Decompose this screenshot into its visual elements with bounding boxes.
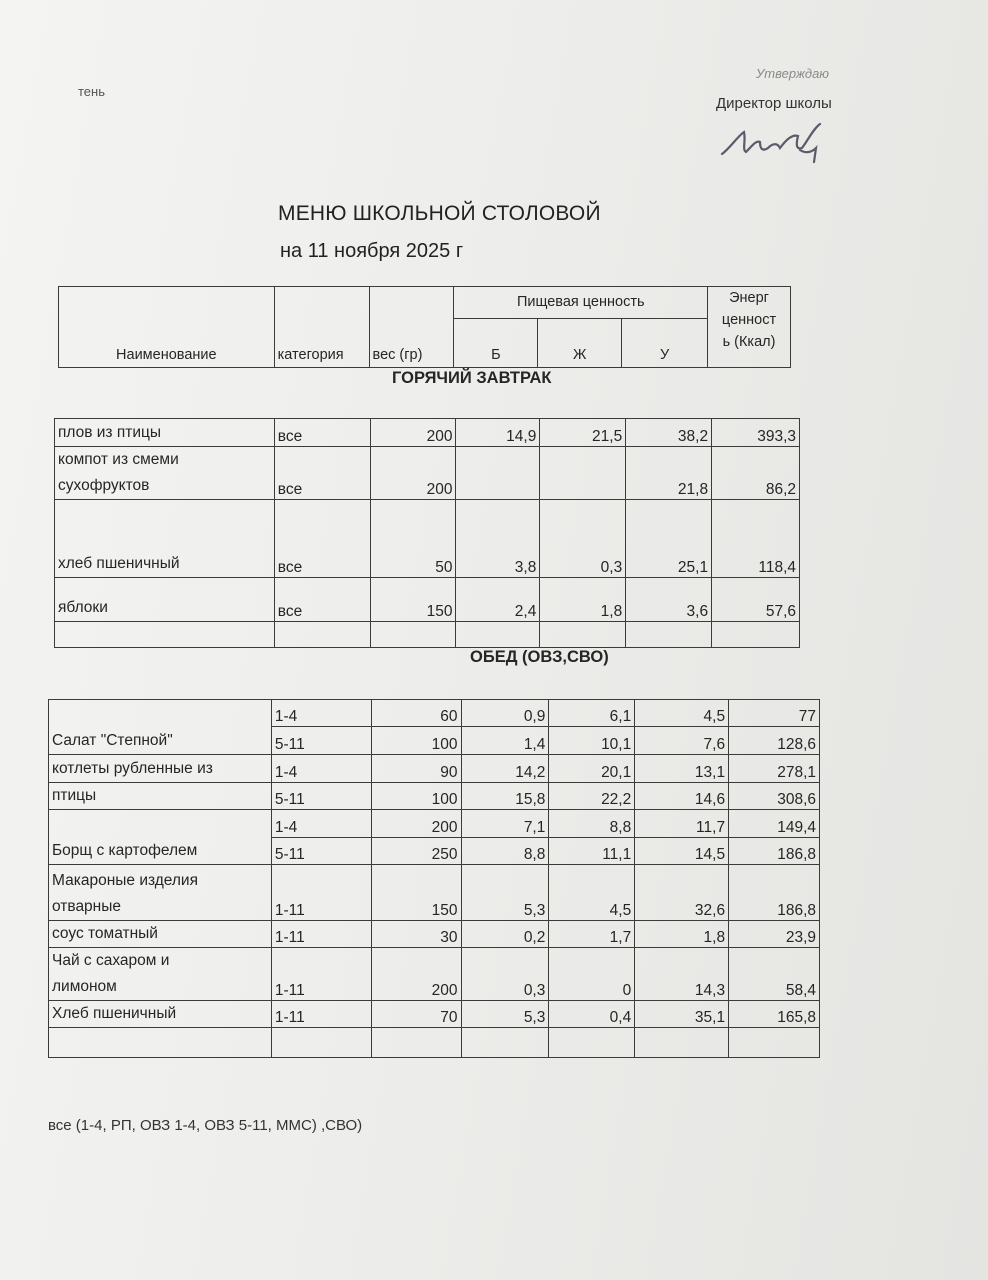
dish-weight: 150 xyxy=(371,865,461,921)
dish-category: 1-11 xyxy=(271,1001,371,1028)
dish-weight: 90 xyxy=(371,755,461,783)
dish-name: котлеты рубленные из xyxy=(49,755,272,783)
table-row xyxy=(55,447,800,500)
dish-fat: 11,1 xyxy=(549,838,635,865)
empty-row xyxy=(55,622,800,648)
dish-category: все xyxy=(274,500,370,578)
dish-fat: 1,8 xyxy=(540,578,626,622)
dish-weight: 200 xyxy=(370,419,456,447)
dish-carbs: 32,6 xyxy=(635,865,729,921)
dish-kcal: 186,8 xyxy=(729,838,820,865)
dish-carbs: 14,5 xyxy=(635,838,729,865)
dish-carbs: 4,5 xyxy=(635,700,729,727)
dish-weight: 50 xyxy=(370,500,456,578)
dish-carbs: 3,6 xyxy=(626,578,712,622)
dish-kcal: 278,1 xyxy=(729,755,820,783)
dish-name-line-2: сухофруктов xyxy=(58,477,150,494)
dish-name xyxy=(49,948,272,1001)
dish-kcal: 57,6 xyxy=(712,578,800,622)
dish-kcal: 393,3 xyxy=(712,419,800,447)
director-label: Директор школы xyxy=(716,95,832,112)
dish-weight: 100 xyxy=(371,783,461,810)
dish-name: соус томатный xyxy=(49,921,272,948)
dish-category: все xyxy=(274,419,370,447)
dish-carbs: 11,7 xyxy=(635,810,729,838)
dish-category: 1-4 xyxy=(271,755,371,783)
dish-fat: 22,2 xyxy=(549,783,635,810)
dish-protein: 2,4 xyxy=(456,578,540,622)
dish-protein: 8,8 xyxy=(461,838,549,865)
dish-category: 1-11 xyxy=(271,865,371,921)
dish-carbs: 21,8 xyxy=(626,447,712,500)
dish-protein: 3,8 xyxy=(456,500,540,578)
table-row xyxy=(55,500,800,578)
dish-protein: 0,2 xyxy=(461,921,549,948)
table-row xyxy=(49,700,820,727)
dish-fat: 10,1 xyxy=(549,727,635,755)
dish-name: Борщ с картофелем xyxy=(49,810,272,865)
page-title: МЕНЮ ШКОЛЬНОЙ СТОЛОВОЙ xyxy=(278,202,601,225)
dish-kcal: 149,4 xyxy=(729,810,820,838)
dish-fat: 4,5 xyxy=(549,865,635,921)
approval-stamp-text: Утверждаю xyxy=(756,66,830,81)
dish-carbs: 25,1 xyxy=(626,500,712,578)
dish-carbs: 38,2 xyxy=(626,419,712,447)
dish-protein: 14,2 xyxy=(461,755,549,783)
energy-label-line-1: Энерг xyxy=(729,290,769,306)
dish-kcal: 86,2 xyxy=(712,447,800,500)
dish-carbs: 14,6 xyxy=(635,783,729,810)
dish-fat: 6,1 xyxy=(549,700,635,727)
dish-fat: 8,8 xyxy=(549,810,635,838)
empty-row xyxy=(49,1028,820,1058)
dish-category: 1-11 xyxy=(271,948,371,1001)
dish-carbs: 7,6 xyxy=(635,727,729,755)
energy-label-line-2: ценност xyxy=(721,312,777,328)
table-row xyxy=(49,948,820,1001)
dish-category: 1-11 xyxy=(271,921,371,948)
dish-protein: 5,3 xyxy=(461,1001,549,1028)
dish-kcal: 308,6 xyxy=(729,783,820,810)
dish-name xyxy=(55,447,275,500)
dish-fat xyxy=(540,447,626,500)
dish-protein: 7,1 xyxy=(461,810,549,838)
dish-protein: 0,3 xyxy=(461,948,549,1001)
column-zh: Ж xyxy=(538,318,622,367)
corner-text: тень xyxy=(78,84,105,99)
column-u: У xyxy=(622,318,708,367)
column-category: категория xyxy=(274,287,369,368)
column-energy xyxy=(708,287,791,368)
energy-label-line-3: ь (Ккал) xyxy=(722,334,776,350)
dish-weight: 200 xyxy=(370,447,456,500)
dish-fat: 21,5 xyxy=(540,419,626,447)
section-lunch-title: ОБЕД (ОВЗ,СВО) xyxy=(470,648,609,666)
column-weight: вес (гр) xyxy=(369,287,454,368)
dish-weight: 30 xyxy=(371,921,461,948)
dish-fat: 20,1 xyxy=(549,755,635,783)
dish-protein xyxy=(456,447,540,500)
dish-category: все xyxy=(274,578,370,622)
lunch-table xyxy=(48,699,820,1058)
dish-carbs: 1,8 xyxy=(635,921,729,948)
dish-fat: 0,3 xyxy=(540,500,626,578)
dish-carbs: 14,3 xyxy=(635,948,729,1001)
dish-protein: 14,9 xyxy=(456,419,540,447)
dish-category: 1-4 xyxy=(271,700,371,727)
dish-name: хлеб пшеничный xyxy=(55,500,275,578)
dish-protein: 15,8 xyxy=(461,783,549,810)
header-table xyxy=(58,286,791,368)
dish-category: 5-11 xyxy=(271,727,371,755)
dish-name-line-2: отварные xyxy=(52,898,122,915)
dish-category: 5-11 xyxy=(271,783,371,810)
dish-kcal: 58,4 xyxy=(729,948,820,1001)
dish-name-line-1: Макароные изделия xyxy=(52,872,198,889)
dish-weight: 200 xyxy=(371,810,461,838)
dish-name: плов из птицы xyxy=(55,419,275,447)
column-b: Б xyxy=(454,318,538,367)
dish-kcal: 165,8 xyxy=(729,1001,820,1028)
page-date: на 11 ноября 2025 г xyxy=(280,240,464,262)
footnote: все (1-4, РП, ОВЗ 1-4, ОВЗ 5-11, ММС) ,СВО) xyxy=(48,1117,363,1134)
dish-name: птицы xyxy=(49,783,272,810)
table-row xyxy=(49,921,820,948)
dish-kcal: 118,4 xyxy=(712,500,800,578)
dish-carbs: 13,1 xyxy=(635,755,729,783)
section-breakfast-title: ГОРЯЧИЙ ЗАВТРАК xyxy=(392,369,552,387)
table-row xyxy=(49,783,820,810)
dish-protein: 1,4 xyxy=(461,727,549,755)
dish-weight: 250 xyxy=(371,838,461,865)
dish-weight: 200 xyxy=(371,948,461,1001)
dish-fat: 0,4 xyxy=(549,1001,635,1028)
dish-name-line-1: компот из смеми xyxy=(58,451,179,468)
dish-kcal: 23,9 xyxy=(729,921,820,948)
dish-protein: 5,3 xyxy=(461,865,549,921)
column-name: Наименование xyxy=(59,287,275,368)
dish-category: все xyxy=(274,447,370,500)
breakfast-table xyxy=(54,418,800,648)
dish-carbs: 35,1 xyxy=(635,1001,729,1028)
dish-name-line-1: Чай с сахаром и xyxy=(52,952,170,969)
table-row xyxy=(55,578,800,622)
dish-kcal: 128,6 xyxy=(729,727,820,755)
dish-name: яблоки xyxy=(55,578,275,622)
dish-kcal: 77 xyxy=(729,700,820,727)
table-row xyxy=(49,755,820,783)
dish-weight: 150 xyxy=(370,578,456,622)
table-row xyxy=(55,419,800,447)
dish-name: Хлеб пшеничный xyxy=(49,1001,272,1028)
dish-name: Салат "Степной" xyxy=(49,700,272,755)
dish-fat: 1,7 xyxy=(549,921,635,948)
signature-icon xyxy=(716,118,846,170)
table-row xyxy=(49,1001,820,1028)
table-row xyxy=(49,865,820,921)
dish-category: 1-4 xyxy=(271,810,371,838)
dish-protein: 0,9 xyxy=(461,700,549,727)
dish-kcal: 186,8 xyxy=(729,865,820,921)
dish-name-line-2: лимоном xyxy=(52,978,117,995)
dish-category: 5-11 xyxy=(271,838,371,865)
column-nutrition: Пищевая ценность xyxy=(454,287,708,319)
dish-weight: 100 xyxy=(371,727,461,755)
table-row xyxy=(49,810,820,838)
dish-name xyxy=(49,865,272,921)
dish-fat: 0 xyxy=(549,948,635,1001)
dish-weight: 70 xyxy=(371,1001,461,1028)
dish-weight: 60 xyxy=(371,700,461,727)
